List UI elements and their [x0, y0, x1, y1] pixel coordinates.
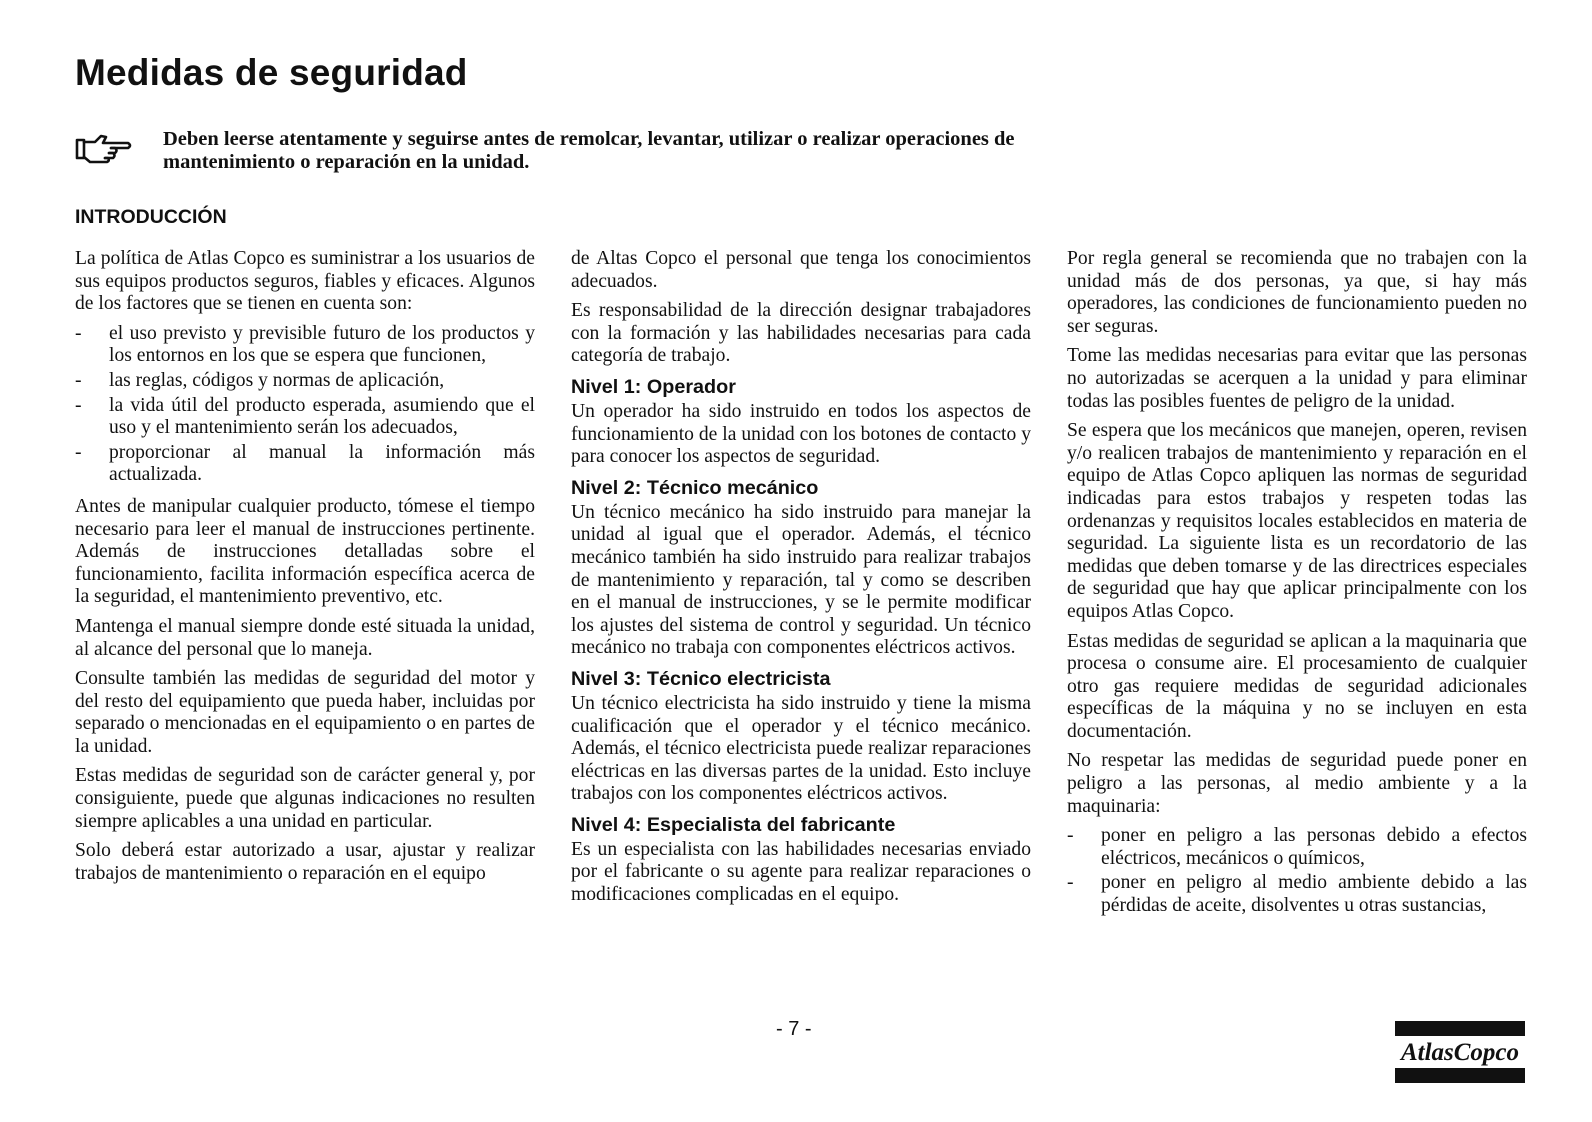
paragraph: Mantenga el manual siempre donde esté situada la unidad, al alcance del personal que lo maneja. [75, 615, 535, 660]
pointing-hand-icon [75, 130, 135, 166]
paragraph: Un técnico electricista ha sido instruido y tiene la misma cualificación que el operador y el técnico mecánico. Además, el técnico electricista puede realizar reparaciones eléctricas en las diversas partes de la unidad. Esto incluye trabajos con los componentes eléctricos activos. [571, 692, 1031, 805]
level-2-heading: Nivel 2: Técnico mecánico [571, 476, 819, 499]
paragraph: Es responsabilidad de la dirección designar trabajadores con la formación y las habilidades necesarias para cada categoría de trabajo. [571, 300, 1031, 367]
paragraph: Un técnico mecánico ha sido instruido para manejar la unidad al igual que el operador. Además, el técnico mecánico también ha sido instruido para realizar trabajos de mantenimiento y reparación, tal y como se describen en el manual de instrucciones, y se le permite modificar los ajustes del sistema de control y seguridad. Un técnico mecánico no trabaja con componentes eléctricos activos. [571, 501, 1031, 659]
list-dash: - [1067, 872, 1074, 894]
paragraph: Se espera que los mecánicos que manejen, operen, revisen y/o realicen trabajos de mantenimiento y reparación en el equipo de Atlas Copco apliquen las normas de seguridad indicadas para estos trabajos y respeten todas las ordenanzas y requisitos locales establecidos en materia de seguridad. La siguiente lista es un recordatorio de las medidas que deben tomarse y de las directrices especiales de seguridad que hay que aplicar principalmente con los equipos Atlas Copco. [1067, 420, 1527, 622]
list-item: - el uso previsto y previsible futuro de los productos y los entornos en los que se espera que funcionen, [75, 322, 535, 367]
paragraph: Estas medidas de seguridad son de carácter general y, por consiguiente, puede que algunas indicaciones no resulten siempre aplicables a una unidad en particular. [75, 765, 535, 832]
paragraph: Es un especialista con las habilidades necesarias enviado por el fabricante o su agente para realizar reparaciones o modificaciones complicadas en el equipo. [571, 838, 1031, 906]
list-dash: - [75, 394, 82, 416]
atlas-copco-logo [1395, 1021, 1525, 1085]
paragraph: Por regla general se recomienda que no trabajen con la unidad más de dos personas, ya que, si hay más operadores, las condiciones de funcionamiento pueden no ser seguras. [1067, 248, 1527, 337]
list-dash: - [75, 369, 82, 391]
paragraph: Solo deberá estar autorizado a usar, ajustar y realizar trabajos de mantenimiento o reparación en el equipo [75, 840, 535, 884]
paragraph: Un operador ha sido instruido en todos los aspectos de funcionamiento de la unidad con los botones de contacto y para conocer los aspectos de seguridad. [571, 400, 1031, 468]
list-item: - proporcionar al manual la información más actualizada. [75, 441, 535, 486]
list-item: - la vida útil del producto esperada, asumiendo que el uso y el mantenimiento serán los adecuados, [75, 394, 535, 439]
column-2 [571, 248, 1031, 914]
list-dash: - [75, 441, 82, 463]
level-1-heading: Nivel 1: Operador [571, 375, 736, 398]
list-item: - las reglas, códigos y normas de aplicación, [75, 369, 445, 391]
paragraph: No respetar las medidas de seguridad puede poner en peligro a las personas, al medio ambiente y a la maquinaria: [1067, 750, 1527, 817]
section-heading: INTRODUCCIÓN [75, 206, 227, 228]
paragraph: Consulte también las medidas de seguridad del motor y del resto del equipamiento que pueda haber, incluidas por separado o mencionadas en el equipamiento o en partes de la unidad. [75, 668, 535, 757]
list-item: - poner en peligro al medio ambiente debido a las pérdidas de aceite, disolventes u otras sustancias, [1067, 872, 1527, 917]
paragraph: de Altas Copco el personal que tenga los conocimientos adecuados. [571, 248, 1031, 292]
list-dash: - [75, 322, 82, 344]
level-3-heading: Nivel 3: Técnico electricista [571, 667, 831, 690]
paragraph: Antes de manipular cualquier producto, tómese el tiempo necesario para leer el manual de instrucciones pertinente. Además de instrucciones detalladas sobre el funcionamiento, facilita información específica acerca de la seguridad, el mantenimiento preventivo, etc. [75, 495, 535, 608]
column-1 [75, 248, 535, 892]
paragraph: Estas medidas de seguridad se aplican a la maquinaria que procesa o consume aire. El procesamiento de cualquier otro gas requiere medidas de seguridad adicionales específicas de la máquina y no se incluyen en esta documentación. [1067, 630, 1527, 742]
factor-list [75, 323, 535, 487]
danger-list [1067, 825, 1527, 917]
level-4-heading: Nivel 4: Especialista del fabricante [571, 813, 896, 836]
paragraph: La política de Atlas Copco es suministrar a los usuarios de sus equipos productos seguros, fiables y eficaces. Algunos de los factores que se tienen en cuenta son: [75, 248, 535, 315]
notice-text: Deben leerse atentamente y seguirse antes de remolcar, levantar, utilizar o realizar operaciones de mantenimiento o reparación en la unidad. [163, 128, 1015, 173]
page-number: - 7 - [776, 1018, 812, 1040]
paragraph: Tome las medidas necesarias para evitar que las personas no autorizadas se acerquen a la unidad y para eliminar todas las posibles fuentes de peligro de la unidad. [1067, 345, 1527, 412]
column-3 [1067, 248, 1527, 927]
svg-text:AtlasCopco: AtlasCopco [1400, 1039, 1520, 1066]
page-title: Medidas de seguridad [75, 52, 468, 93]
list-item: - poner en peligro a las personas debido a efectos eléctricos, mecánicos o químicos, [1067, 825, 1527, 869]
list-dash: - [1067, 825, 1074, 847]
